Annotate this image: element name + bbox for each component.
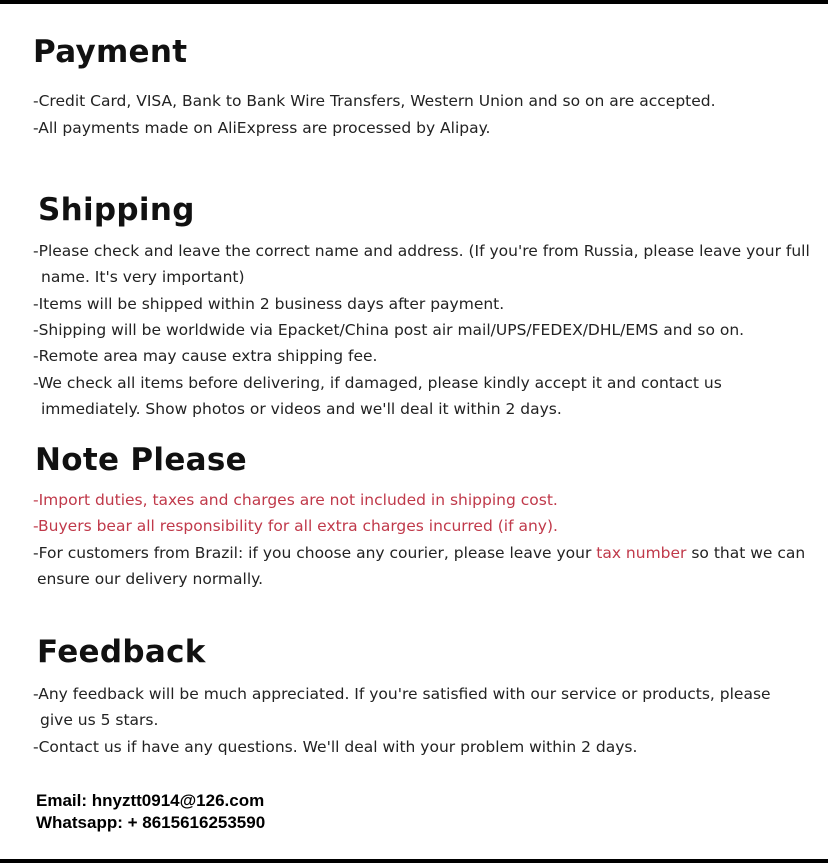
note-brazil-line — [33, 544, 805, 562]
feedback-line-1: -Any feedback will be much appreciated. If you're satisfied with our service or products, please — [33, 685, 771, 703]
payment-line-2: -All payments made on AliExpress are processed by Alipay. — [33, 119, 491, 137]
contact-email: Email: hnyztt0914@126.com — [36, 791, 265, 810]
note-brazil-text: -For customers from Brazil: if you choose any courier, please leave your — [33, 544, 597, 562]
shipping-line-5: -We check all items before delivering, if damaged, please kindly accept it and contact us — [33, 374, 722, 392]
note-red-line-2: -Buyers bear all responsibility for all extra charges incurred (if any). — [33, 517, 558, 535]
feedback-heading: Feedback — [37, 634, 206, 670]
note-red-line-1: -Import duties, taxes and charges are not included in shipping cost. — [33, 491, 558, 509]
shipping-line-1: -Please check and leave the correct name and address. (If you're from Russia, please leave your full — [33, 242, 810, 260]
shipping-line-1-cont: name. It's very important) — [41, 268, 245, 286]
shipping-line-2: -Items will be shipped within 2 business days after payment. — [33, 295, 505, 313]
shipping-heading: Shipping — [38, 192, 195, 228]
shipping-line-4: -Remote area may cause extra shipping fee. — [33, 347, 378, 365]
tax-number-highlight: tax number — [596, 544, 687, 562]
shipping-line-3: -Shipping will be worldwide via Epacket/China post air mail/UPS/FEDEX/DHL/EMS and so on. — [33, 321, 745, 339]
feedback-line-2: -Contact us if have any questions. We'll deal with your problem within 2 days. — [33, 738, 638, 756]
contact-whatsapp: Whatsapp: + 8615616253590 — [36, 813, 266, 832]
payment-heading: Payment — [33, 34, 188, 70]
top-border — [0, 0, 828, 4]
bottom-border — [0, 859, 828, 863]
shipping-line-5-cont: immediately. Show photos or videos and we'll deal it within 2 days. — [41, 400, 562, 418]
note-brazil-text-end: so that we can — [686, 544, 806, 562]
feedback-line-1-cont: give us 5 stars. — [40, 711, 159, 729]
note-brazil-line-cont: ensure our delivery normally. — [37, 570, 264, 588]
note-heading: Note Please — [35, 442, 247, 478]
payment-line-1: -Credit Card, VISA, Bank to Bank Wire Transfers, Western Union and so on are accepted. — [33, 92, 716, 110]
